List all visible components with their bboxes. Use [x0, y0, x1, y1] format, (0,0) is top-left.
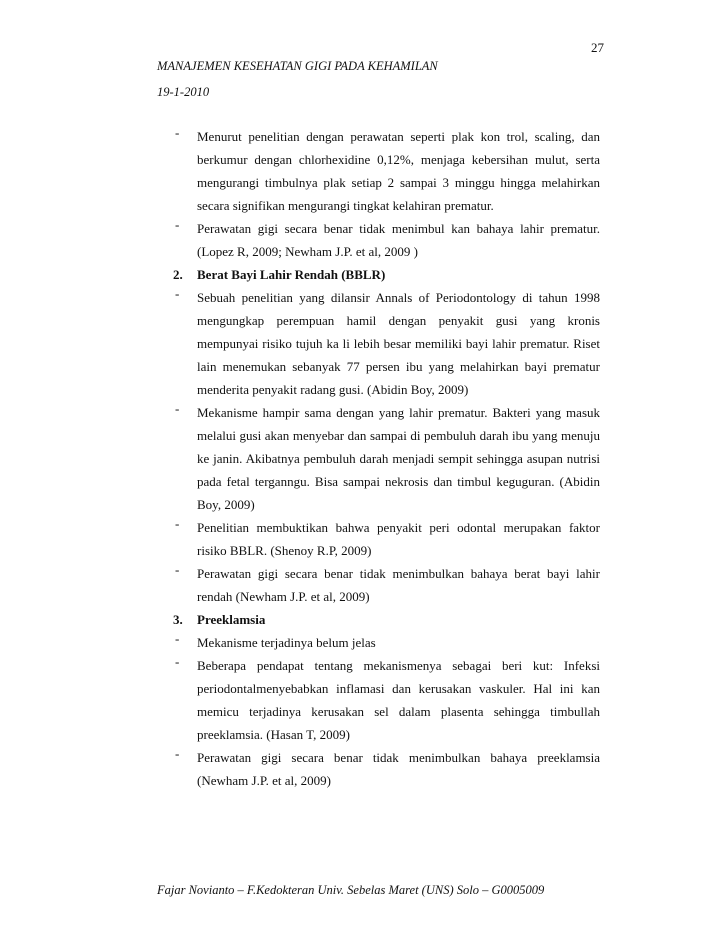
document-body — [157, 125, 600, 792]
section-title: Berat Bayi Lahir Rendah (BBLR) — [197, 267, 386, 282]
list-item-text: Beberapa pendapat tentang mekanismenya sebagai beri kut: Infeksi periodontalmenyebabkan inflamasi dan kerusakan vaskuler. Hal ini kan memicu terjadinya kerusakan sel dalam plasenta sehingga timbullah preeklamsia. (Hasan T, 2009) — [197, 658, 600, 742]
list-item — [157, 746, 600, 792]
document-footer: Fajar Novianto – F.Kedokteran Univ. Sebelas Maret (UNS) Solo – G0005009 — [157, 883, 545, 897]
list-item — [157, 401, 600, 516]
list-item-text: Mekanisme terjadinya belum jelas — [197, 635, 376, 650]
list-item — [157, 631, 600, 654]
list-item — [157, 125, 600, 217]
bullet-marker: - — [175, 217, 180, 232]
section-heading-bblr — [157, 263, 600, 286]
bullet-marker: - — [175, 401, 180, 416]
list-item-text: Perawatan gigi secara benar tidak menimbulkan bahaya berat bayi lahir rendah (Newham J.P. et al, 2009) — [197, 566, 600, 604]
list-item — [157, 654, 600, 746]
bullet-marker: - — [175, 562, 180, 577]
list-item — [157, 286, 600, 401]
document-header — [157, 56, 438, 102]
section-number: 2. — [173, 267, 183, 282]
list-item-text: Perawatan gigi secara benar tidak menimbul kan bahaya lahir prematur. (Lopez R, 2009; Newham J.P. et al, 2009 ) — [197, 221, 600, 259]
list-item-text: Sebuah penelitian yang dilansir Annals of Periodontology di tahun 1998 mengungkap perempuan hamil dengan penyakit gusi yang kronis mempunyai risiko tujuh ka li lebih besar memiliki bayi lahir prematur. Riset lain menemukan sebanyak 77 persen ibu yang melahirkan bayi prematur menderita penyakit radang gusi. (Abidin Boy, 2009) — [197, 290, 600, 397]
list-item — [157, 217, 600, 263]
section-number: 3. — [173, 612, 183, 627]
bullet-marker: - — [175, 286, 180, 301]
list-item-text: Penelitian membuktikan bahwa penyakit peri odontal merupakan faktor risiko BBLR. (Shenoy R.P, 2009) — [197, 520, 600, 558]
bullet-marker: - — [175, 516, 180, 531]
bullet-marker: - — [175, 631, 180, 646]
page-number: 27 — [591, 40, 604, 55]
list-item-text: Mekanisme hampir sama dengan yang lahir prematur. Bakteri yang masuk melalui gusi akan menyebar dan sampai di pembuluh darah ibu yang menuju ke janin. Akibatnya pembuluh darah menjadi sempit sehingga asupan nutrisi pada fetal terganngu. Bisa sampai nekrosis dan timbul keguguran. (Abidin Boy, 2009) — [197, 405, 600, 512]
bullet-marker: - — [175, 746, 180, 761]
list-item — [157, 562, 600, 608]
section-heading-preeklamsia — [157, 608, 600, 631]
list-item-text: Perawatan gigi secara benar tidak menimbulkan bahaya preeklamsia (Newham J.P. et al, 2009) — [197, 750, 600, 788]
section-title: Preeklamsia — [197, 612, 266, 627]
bullet-marker: - — [175, 654, 180, 669]
header-date: 19-1-2010 — [157, 85, 210, 99]
bullet-marker: - — [175, 125, 180, 140]
list-item — [157, 516, 600, 562]
list-item-text: Menurut penelitian dengan perawatan seperti plak kon trol, scaling, dan berkumur dengan chlorhexidine 0,12%, menjaga kebersihan mulut, serta mengurangi timbulnya plak setiap 2 sampai 3 minggu hingga melahirkan secara signifikan mengurangi tingkat kelahiran prematur. — [197, 129, 600, 213]
header-title: MANAJEMEN KESEHATAN GIGI PADA KEHAMILAN — [157, 59, 438, 73]
